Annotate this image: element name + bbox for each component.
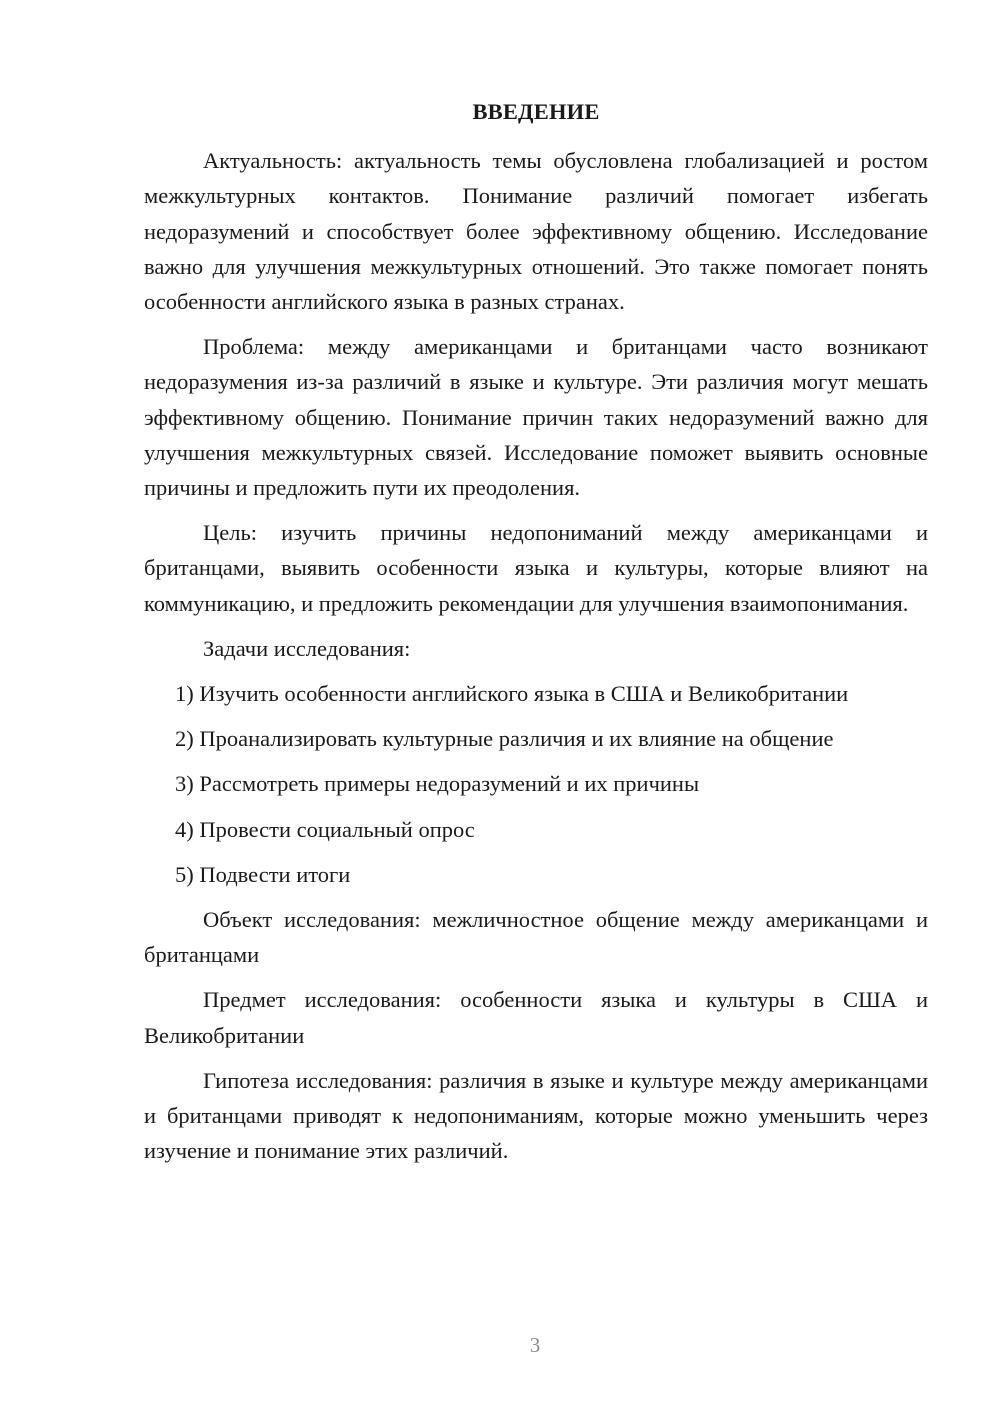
relevance-paragraph: Актуальность: актуальность темы обусловлена глобализацией и ростом межкультурных контактов. Понимание различий помогает избегать недоразумений и способствует более эффективному общению. Исследование важно для улучшения межкультурных отношений. Это также помогает понять особенности английского языка в разных странах. — [144, 148, 928, 315]
task-item: 3) Рассмотреть примеры недоразумений и их причины — [175, 771, 700, 797]
object-paragraph: Объект исследования: межличностное общение между американцами и британцами — [144, 907, 928, 968]
subject-paragraph: Предмет исследования: особенности языка и культуры в США и Великобритании — [144, 987, 928, 1048]
hypothesis-paragraph: Гипотеза исследования: различия в языке и культуре между американцами и британцами приводят к недопониманиям, которые можно уменьшить через изучение и понимание этих различий. — [144, 1067, 928, 1164]
page-content — [144, 94, 928, 1178]
task-list — [144, 676, 928, 892]
problem-paragraph: Проблема: между американцами и британцами часто возникают недоразумения из-за различий в языке и культуре. Эти различия могут мешать эффективному общению. Понимание причин таких недоразумений важно для улучшения межкультурных связей. Исследование поможет выявить основные причины и предложить пути их преодоления. — [144, 334, 928, 501]
goal-paragraph: Цель: изучить причины недопониманий между американцами и британцами, выявить особенности языка и культуры, которые влияют на коммуникацию, и предложить рекомендации для улучшения взаимопонимания. — [144, 520, 928, 616]
task-item: 2) Проанализировать культурные различия и их влияние на общение — [175, 726, 834, 752]
task-item: 1) Изучить особенности английского языка в США и Великобритании — [175, 681, 849, 707]
section-heading: ВВЕДЕНИЕ — [472, 99, 600, 124]
task-item: 5) Подвести итоги — [175, 861, 351, 887]
page-number: 3 — [529, 1333, 541, 1357]
task-item: 4) Провести социальный опрос — [175, 816, 475, 842]
tasks-title: Задачи исследования: — [203, 635, 411, 661]
